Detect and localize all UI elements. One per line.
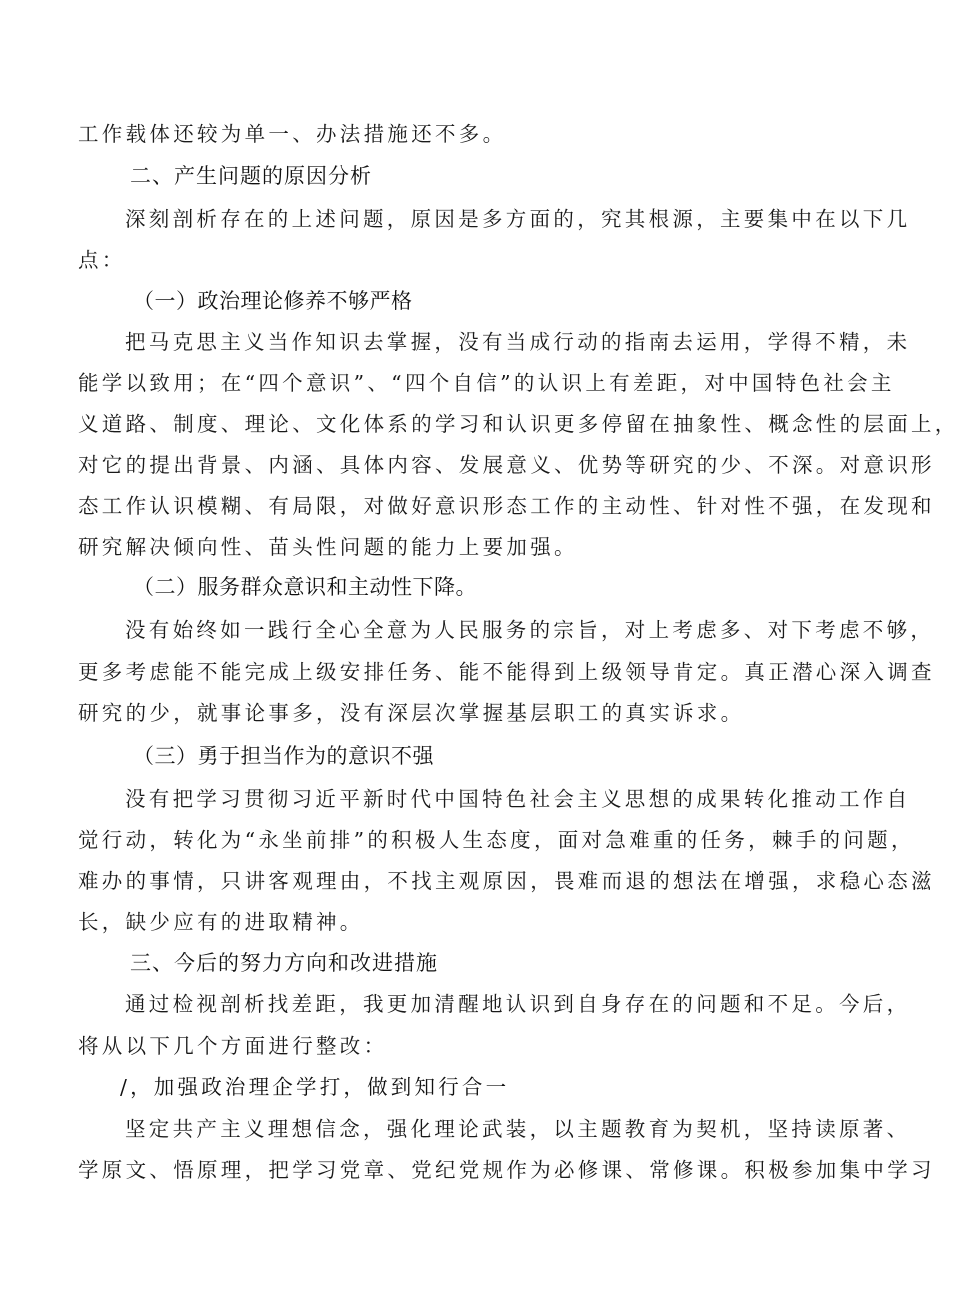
subheading-3: （三）勇于担当作为的意识不强: [133, 744, 434, 768]
paragraph-line: 对它的提出背景、内涵、具体内容、发展意义、优势等研究的少、不深。对意识形: [78, 453, 935, 477]
paragraph-line: 觉行动，转化为“永坐前排”的积极人生态度，面对急难重的任务，棘手的问题，: [78, 828, 915, 852]
paragraph-line: 通过检视剖析找差距，我更加清醒地认识到自身存在的问题和不足。今后，: [125, 992, 911, 1016]
subheading-4: /，加强政治理企学打，做到知行合一: [120, 1075, 510, 1099]
paragraph-line: 长，缺少应有的进取精神。: [78, 910, 364, 934]
paragraph-line: 深刻剖析存在的上述问题，原因是多方面的，究其根源，主要集中在以下几: [125, 207, 911, 231]
paragraph-line: 研究解决倾向性、苗头性问题的能力上要加强。: [78, 535, 578, 559]
subheading-1: （一）政治理论修养不够严格: [133, 289, 413, 313]
paragraph-line: 义道路、制度、理论、文化体系的学习和认识更多停留在抽象性、概念性的层面上，: [78, 412, 959, 436]
paragraph-line: 没有把学习贯彻习近平新时代中国特色社会主义思想的成果转化推动工作自: [125, 787, 911, 811]
section-heading-2: 二、产生问题的原因分析: [130, 164, 372, 188]
paragraph-line: 将从以下几个方面进行整改：: [78, 1034, 388, 1058]
paragraph-line: 工作载体还较为单一、办法措施还不多。: [78, 122, 507, 146]
paragraph-line: 没有始终如一践行全心全意为人民服务的宗旨，对上考虑多、对下考虑不够，: [125, 618, 935, 642]
subheading-2: （二）服务群众意识和主动性下降。: [133, 575, 477, 599]
paragraph-line: 态工作认识模糊、有局限，对做好意识形态工作的主动性、针对性不强，在发现和: [78, 494, 935, 518]
paragraph-line: 研究的少，就事论事多，没有深层次掌握基层职工的真实诉求。: [78, 701, 745, 725]
paragraph-line: 能学以致用；在“四个意识”、“四个自信”的认识上有差距，对中国特色社会主: [78, 371, 895, 395]
paragraph-line: 坚定共产主义理想信念，强化理论武装，以主题教育为契机，坚持读原著、: [125, 1117, 911, 1141]
paragraph-line: 更多考虑能不能完成上级安排任务、能不能得到上级领导肯定。真正潜心深入调查: [78, 660, 935, 684]
paragraph-line: 难办的事情，只讲客观理由，不找主观原因，畏难而退的想法在增强，求稳心态滋: [78, 869, 935, 893]
paragraph-line: 学原文、悟原理，把学习党章、党纪党规作为必修课、常修课。积极参加集中学习: [78, 1158, 935, 1182]
paragraph-line: 把马克思主义当作知识去掌握，没有当成行动的指南去运用，学得不精，未: [125, 330, 911, 354]
paragraph-line: 点：: [78, 248, 126, 272]
section-heading-3: 三、今后的努力方向和改进措施: [130, 951, 438, 975]
